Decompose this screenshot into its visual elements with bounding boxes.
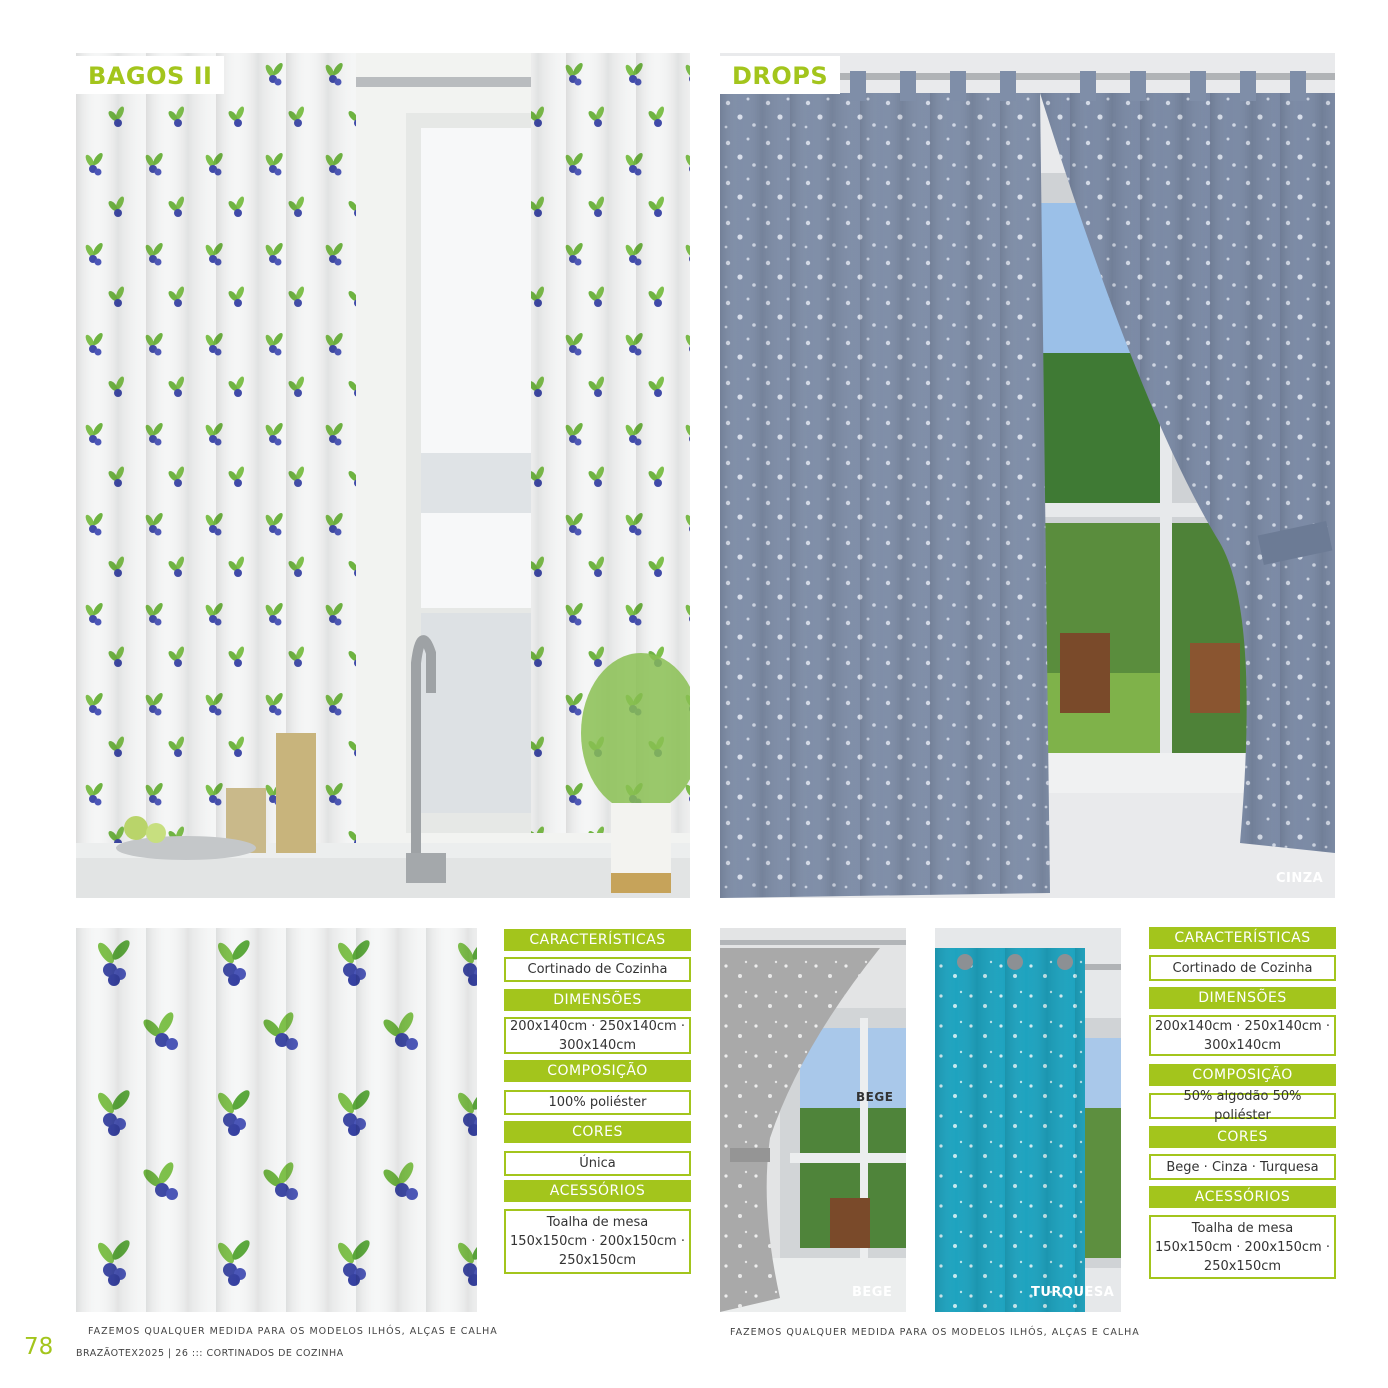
drops-bege-illustration [720, 928, 906, 1312]
page-footer: BRAZÃOTEX2025 | 26 ::: CORTINADOS DE COZINHA [76, 1348, 344, 1359]
drops-turquesa-illustration [935, 928, 1121, 1312]
drops-main-caption: CINZA [1276, 871, 1324, 886]
page-number: 78 [24, 1334, 54, 1360]
bagos-caracteristicas-header: CARACTERÍSTICAS [504, 929, 691, 951]
drops-acessorios-header: ACESSÓRIOS [1149, 1186, 1336, 1208]
bagos-composicao-value: 100% poliéster [504, 1090, 691, 1115]
bagos-main-photo [76, 53, 690, 898]
drops-composicao-header: COMPOSIÇÃO [1149, 1064, 1336, 1086]
bagos-dimensoes-header: DIMENSÕES [504, 989, 691, 1011]
drops-bege-top-caption: BEGE [856, 1090, 894, 1104]
bagos-acessorios-header: ACESSÓRIOS [504, 1180, 691, 1202]
drops-turquesa-photo [935, 928, 1121, 1312]
drops-footnote: FAZEMOS QUALQUER MEDIDA PARA OS MODELOS ILHÓS, ALÇAS E CALHA [730, 1327, 1140, 1338]
drops-dimensoes-value: 200x140cm · 250x140cm · 300x140cm [1149, 1015, 1336, 1056]
drops-acessorios-value: Toalha de mesa 150x150cm · 200x150cm · 250x150cm [1149, 1215, 1336, 1279]
bagos-title: BAGOS II [76, 56, 224, 94]
drops-caracteristicas-header: CARACTERÍSTICAS [1149, 927, 1336, 949]
bagos-cores-value: Única [504, 1151, 691, 1176]
bagos-footnote: FAZEMOS QUALQUER MEDIDA PARA OS MODELOS ILHÓS, ALÇAS E CALHA [88, 1326, 498, 1337]
drops-cores-value: Bege · Cinza · Turquesa [1149, 1154, 1336, 1180]
drops-cores-header: CORES [1149, 1126, 1336, 1148]
drops-bege-caption: BEGE [852, 1285, 893, 1300]
bagos-swatch-pattern [76, 928, 477, 1312]
bagos-caracteristicas-value: Cortinado de Cozinha [504, 957, 691, 982]
bagos-fabric-swatch [76, 928, 477, 1312]
drops-title: DROPS [720, 56, 840, 94]
drops-window-illustration [720, 53, 1335, 898]
drops-composicao-value: 50% algodão 50% poliéster [1149, 1093, 1336, 1119]
drops-main-photo [720, 53, 1335, 898]
bagos-cores-header: CORES [504, 1121, 691, 1143]
drops-caracteristicas-value: Cortinado de Cozinha [1149, 955, 1336, 981]
drops-bege-photo [720, 928, 906, 1312]
bagos-acessorios-value: Toalha de mesa 150x150cm · 200x150cm · 250x150cm [504, 1209, 691, 1274]
bagos-dimensoes-value: 200x140cm · 250x140cm · 300x140cm [504, 1017, 691, 1054]
bagos-kitchen-illustration [76, 53, 690, 898]
drops-dimensoes-header: DIMENSÕES [1149, 987, 1336, 1009]
drops-turquesa-caption: TURQUESA [1031, 1285, 1115, 1300]
bagos-composicao-header: COMPOSIÇÃO [504, 1060, 691, 1082]
